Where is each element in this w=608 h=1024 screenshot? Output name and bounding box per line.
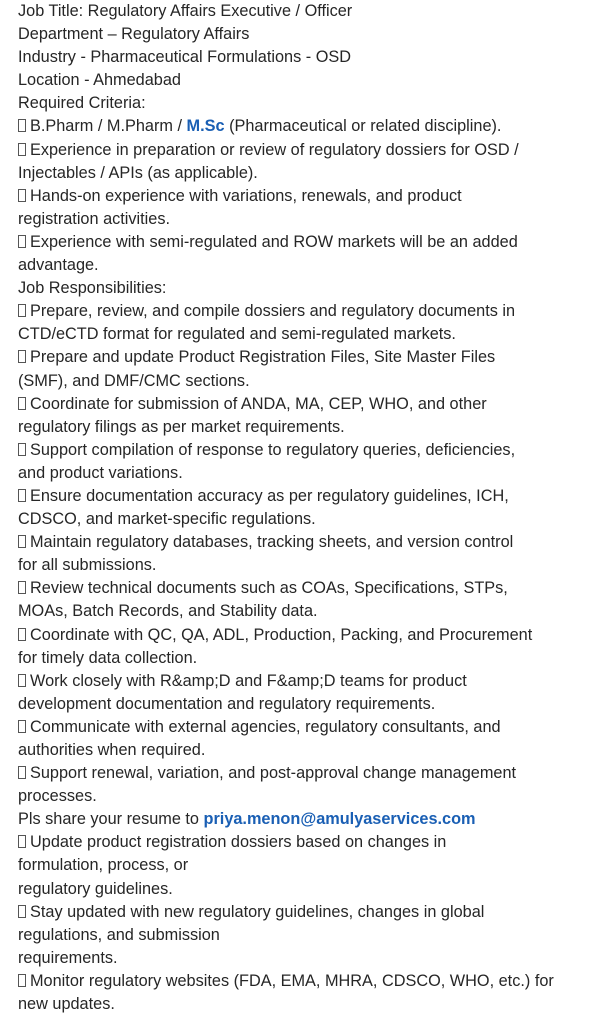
responsibility-item: Update product registration dossiers based on changes in [18,831,600,854]
responsibility-item-cont: CDSCO, and market-specific regulations. [18,510,316,529]
criteria-item-cont: advantage. [18,256,99,275]
job-title-line: Job Title: Regulatory Affairs Executive / Officer [18,2,353,20]
bullet-box-icon [18,489,26,502]
responsibility-item: Stay updated with new regulatory guidelines, changes in global [18,901,600,924]
bullet-box-icon [18,189,26,202]
bullet-box-icon [18,304,26,317]
responsibility-item-cont: authorities when required. [18,741,206,759]
responsibility-item: Monitor regulatory websites (FDA, EMA, MHRA, CDSCO, WHO, etc.) for [18,970,600,993]
required-criteria-heading: Required Criteria: [18,94,146,113]
bullet-box-icon [18,235,26,248]
responsibility-item-cont: formulation, process, or [18,856,189,875]
criteria-item: Experience with semi-regulated and ROW markets will be an added [18,231,600,254]
responsibility-item-cont: MOAs, Batch Records, and Stability data. [18,602,318,621]
department-line: Department – Regulatory Affairs [18,25,250,44]
responsibility-item-cont: (SMF), and DMF/CMC sections. [18,371,250,390]
job-responsibilities-heading: Job Responsibilities: [18,279,167,298]
bullet-box-icon [18,443,26,456]
responsibility-item-cont: and product variations. [18,463,183,482]
criteria-item: B.Pharm / M.Pharm / M.Sc (Pharmaceutical or related discipline). [18,115,600,138]
bullet-box-icon [18,119,26,132]
bullet-box-icon [18,535,26,548]
responsibility-item: Support renewal, variation, and post-approval change management [18,762,600,785]
responsibility-item-cont: processes. [18,787,97,806]
responsibility-item: Communicate with external agencies, regulatory consultants, and [18,716,600,739]
responsibility-item: Prepare and update Product Registration Files, Site Master Files [18,346,600,369]
bullet-box-icon [18,674,26,687]
responsibility-item-cont: regulatory guidelines. [18,879,173,898]
responsibility-item-cont: for all submissions. [18,556,157,575]
msc-link[interactable]: M.Sc [186,117,225,136]
responsibility-item: Review technical documents such as COAs, Specifications, STPs, [18,577,600,600]
responsibility-item: Work closely with R&amp;D and F&amp;D teams for product [18,670,600,693]
criteria-item-cont: Injectables / APIs (as applicable). [18,163,258,182]
bullet-box-icon [18,720,26,733]
criteria-item: Hands-on experience with variations, renewals, and product [18,185,600,208]
bullet-box-icon [18,581,26,594]
responsibility-item-cont: CTD/eCTD format for regulated and semi-regulated markets. [18,325,456,344]
criteria-item: Experience in preparation or review of regulatory dossiers for OSD / [18,139,600,162]
bullet-box-icon [18,143,26,156]
email-link[interactable]: priya.menon@amulyaservices.com [203,810,476,829]
responsibility-item-cont: regulatory filings as per market requirements. [18,417,345,436]
responsibility-item-cont: regulations, and submission [18,925,220,944]
responsibility-item: Ensure documentation accuracy as per regulatory guidelines, ICH, [18,485,600,508]
responsibility-item: Prepare, review, and compile dossiers and regulatory documents in [18,300,600,323]
industry-line: Industry - Pharmaceutical Formulations - OSD [18,48,351,67]
bullet-box-icon [18,974,26,987]
responsibility-item-cont: requirements. [18,948,118,967]
responsibility-item-cont: for timely data collection. [18,648,198,667]
bullet-box-icon [18,905,26,918]
criteria-item-cont: registration activities. [18,209,171,228]
responsibility-item: Coordinate for submission of ANDA, MA, CEP, WHO, and other [18,393,600,416]
resume-share-line: Pls share your resume to priya.menon@amulyaservices.com [18,810,476,829]
bullet-box-icon [18,628,26,641]
responsibility-item: Coordinate with QC, QA, ADL, Production, Packing, and Procurement [18,624,600,647]
location-line: Location - Ahmedabad [18,71,181,90]
bullet-box-icon [18,397,26,410]
bullet-box-icon [18,350,26,363]
bullet-box-icon [18,766,26,779]
responsibility-item-cont: development documentation and regulatory requirements. [18,694,436,713]
responsibility-item: Maintain regulatory databases, tracking sheets, and version control [18,531,600,554]
bullet-box-icon [18,835,26,848]
responsibility-item-cont: new updates. [18,995,115,1014]
responsibility-item: Support compilation of response to regulatory queries, deficiencies, [18,439,600,462]
